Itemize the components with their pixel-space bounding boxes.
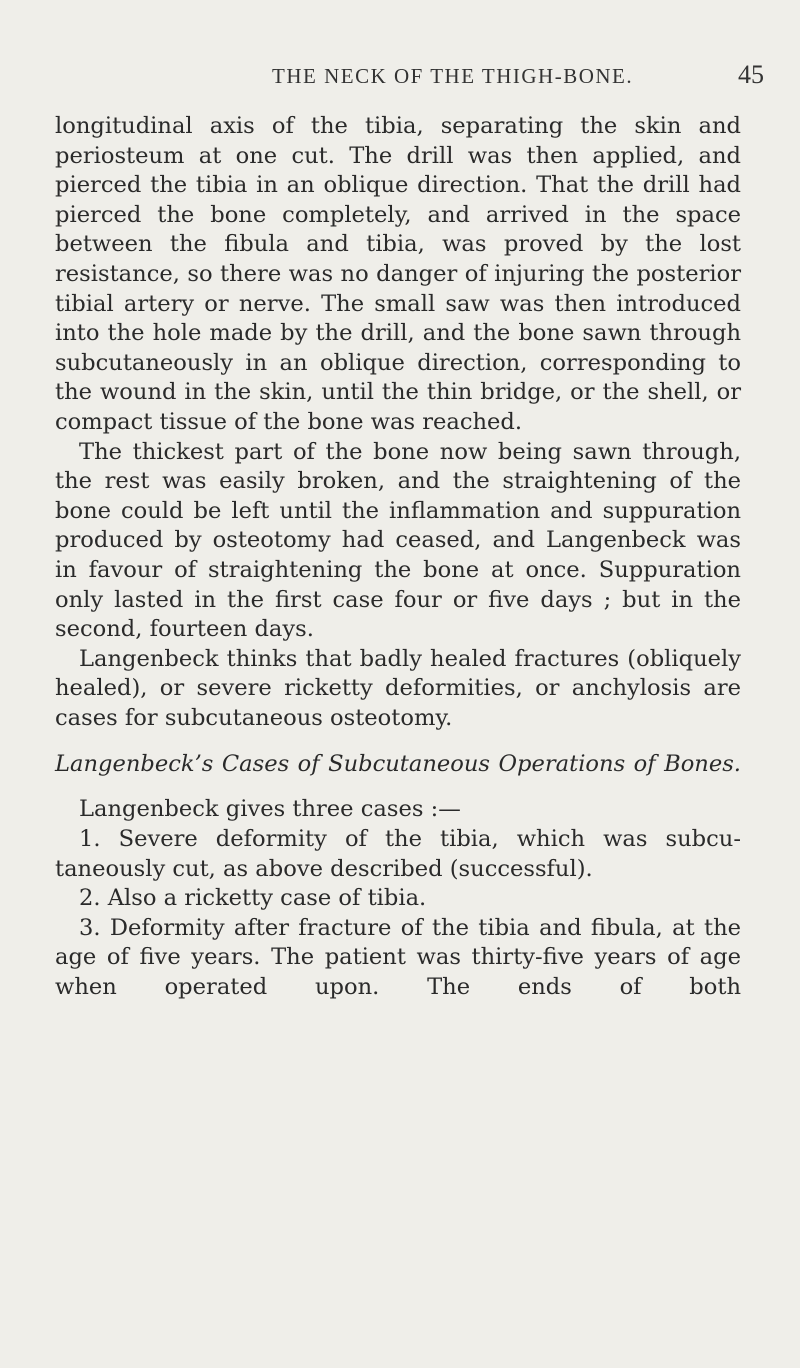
- paragraph: Langenbeck thinks that badly healed fractures (obliquely healed), or severe ricketty deformities, or anchylosis are cases for subcutaneous osteotomy.: [55, 645, 741, 731]
- case-item: 2. Also a ricketty case of tibia.: [79, 885, 427, 912]
- body-text: [55, 112, 741, 1003]
- paragraph: The thickest part of the bone now being sawn through, the rest was easily broken, and the straightening of the bone could be left until the inflammation and suppuration produced by osteotomy had ceased, and Langenbeck was in favour of straightening the bone at once. Suppuration only lasted in the first case four or five days ; but in the second, fourteen days.: [55, 438, 741, 643]
- running-head: THE NECK OF THE THIGH-BONE.: [272, 64, 634, 88]
- section-heading: Langenbeck’s Cases of Subcutaneous Operations of Bones.: [55, 751, 741, 778]
- page-number: 45: [738, 60, 764, 89]
- case-item: 1. Severe deformity of the tibia, which was subcu- taneously cut, as above described (successful).: [55, 826, 741, 882]
- cases-intro: Langenbeck gives three cases :—: [79, 796, 461, 823]
- case-item: 3. Deformity after fracture of the tibia and fibula, at the age of five years. The patient was thirty-five years of age when operated upon. The ends of both: [55, 914, 741, 1001]
- page-header: [0, 60, 800, 100]
- paragraph: longitudinal axis of the tibia, separating the skin and periosteum at one cut. The drill was then applied, and pierced the tibia in an oblique direction. That the drill had pierced the bone completely, and arrived in the space between the fibula and tibia, was proved by the lost resistance, so there was no danger of injuring the posterior tibial artery or nerve. The small saw was then introduced into the hole made by the drill, and the bone sawn through subcutaneously in an oblique direction, corresponding to the wound in the skin, until the thin bridge, or the shell, or compact tissue of the bone was reached.: [55, 113, 741, 435]
